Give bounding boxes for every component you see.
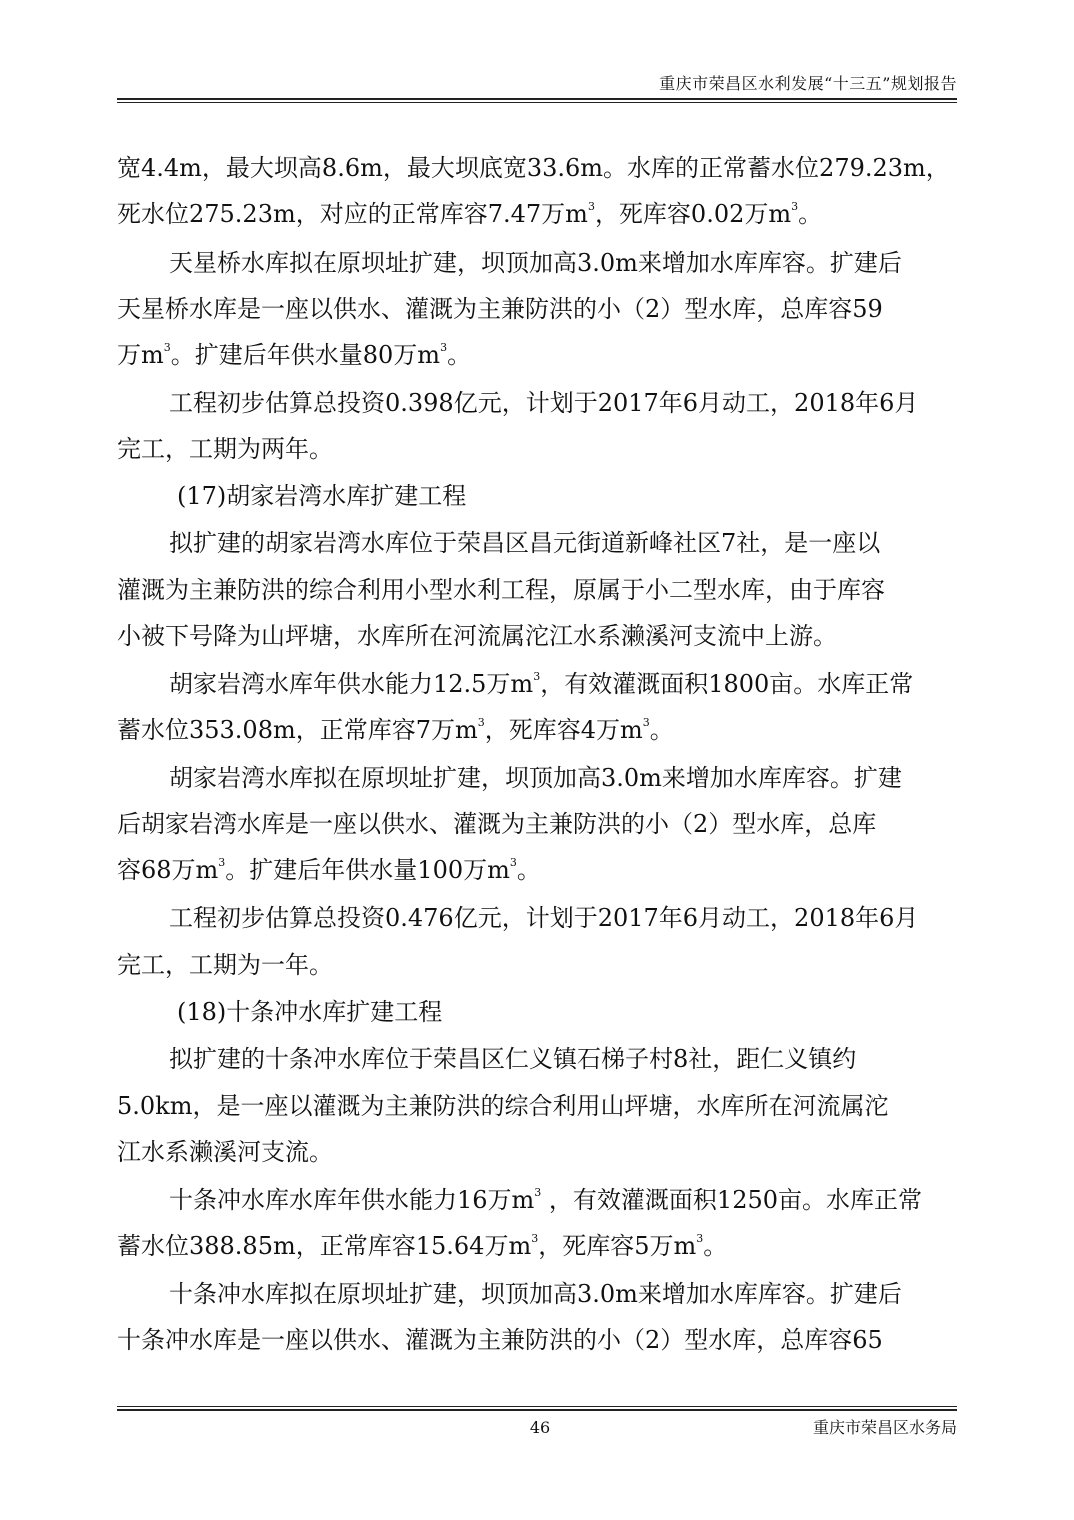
body-line: 后胡家岩湾水库是一座以供水、灌溉为主兼防洪的小（2）型水库，总库 — [117, 810, 877, 838]
body-line: 容68万$m^3$。扩建后年供水量100万$m^3$。 — [117, 856, 541, 884]
footer-organization: 重庆市荣昌区水务局 — [812, 1418, 957, 1437]
body-line: 拟扩建的胡家岩湾水库位于荣昌区昌元街道新峰社区7社，是一座以 — [169, 529, 881, 557]
body-line: 5.0km，是一座以灌溉为主兼防洪的综合利用山坪塘，水库所在河流属沱 — [117, 1092, 889, 1120]
body-line: 十条冲水库水库年供水能力16万$m^3$ ，有效灌溉面积1250亩。水库正常 — [169, 1186, 923, 1214]
body-line: 小被下号降为山坪塘，水库所在河流属沱江水系濑溪河支流中上游。 — [117, 622, 837, 650]
body-line: 十条冲水库拟在原坝址扩建，坝顶加高3.0m来增加水库库容。扩建后 — [169, 1280, 902, 1308]
body-line: 胡家岩湾水库拟在原坝址扩建，坝顶加高3.0m来增加水库库容。扩建 — [169, 764, 902, 792]
page-header-title: 重庆市荣昌区水利发展“十三五”规划报告 — [659, 74, 957, 93]
body-line: 工程初步估算总投资0.398亿元，计划于2017年6月动工，2018年6月 — [169, 389, 919, 417]
body-line: 灌溉为主兼防洪的综合利用小型水利工程，原属于小二型水库，由于库容 — [117, 576, 885, 604]
body-line: 胡家岩湾水库年供水能力12.5万$m^3$，有效灌溉面积1800亩。水库正常 — [169, 670, 914, 698]
header-rule — [117, 98, 957, 100]
body-line: 蓄水位388.85m，正常库容15.64万$m^3$，死库容5万$m^3$。 — [117, 1232, 728, 1260]
footer-rule-thin — [117, 1406, 957, 1407]
section-heading: (18)十条冲水库扩建工程 — [177, 998, 443, 1026]
body-line: 天星桥水库是一座以供水、灌溉为主兼防洪的小（2）型水库，总库容59 — [117, 295, 883, 323]
body-line: 完工，工期为一年。 — [117, 951, 333, 979]
body-line: 完工，工期为两年。 — [117, 435, 333, 463]
body-line: 拟扩建的十条冲水库位于荣昌区仁义镇石梯子村8社，距仁义镇约 — [169, 1045, 857, 1073]
body-line: 蓄水位353.08m，正常库容7万$m^3$，死库容4万$m^3$。 — [117, 716, 674, 744]
body-line: 天星桥水库拟在原坝址扩建，坝顶加高3.0m来增加水库库容。扩建后 — [169, 249, 902, 277]
page-number: 46 — [529, 1418, 551, 1437]
body-line: 十条冲水库是一座以供水、灌溉为主兼防洪的小（2）型水库，总库容65 — [117, 1326, 883, 1354]
body-line: 江水系濑溪河支流。 — [117, 1138, 333, 1166]
section-heading: (17)胡家岩湾水库扩建工程 — [177, 482, 467, 510]
body-line: 万$m^3$。扩建后年供水量80万$m^3$。 — [117, 341, 472, 369]
body-line: 宽4.4m，最大坝高8.6m，最大坝底宽33.6m。水库的正常蓄水位279.23m， — [117, 154, 950, 182]
body-line: 工程初步估算总投资0.476亿元，计划于2017年6月动工，2018年6月 — [169, 904, 919, 932]
body-line: 死水位275.23m，对应的正常库容7.47万$m^3$，死库容0.02万$m^3$。 — [117, 200, 823, 228]
footer-rule — [117, 1409, 957, 1411]
header-rule-thin — [117, 102, 957, 103]
